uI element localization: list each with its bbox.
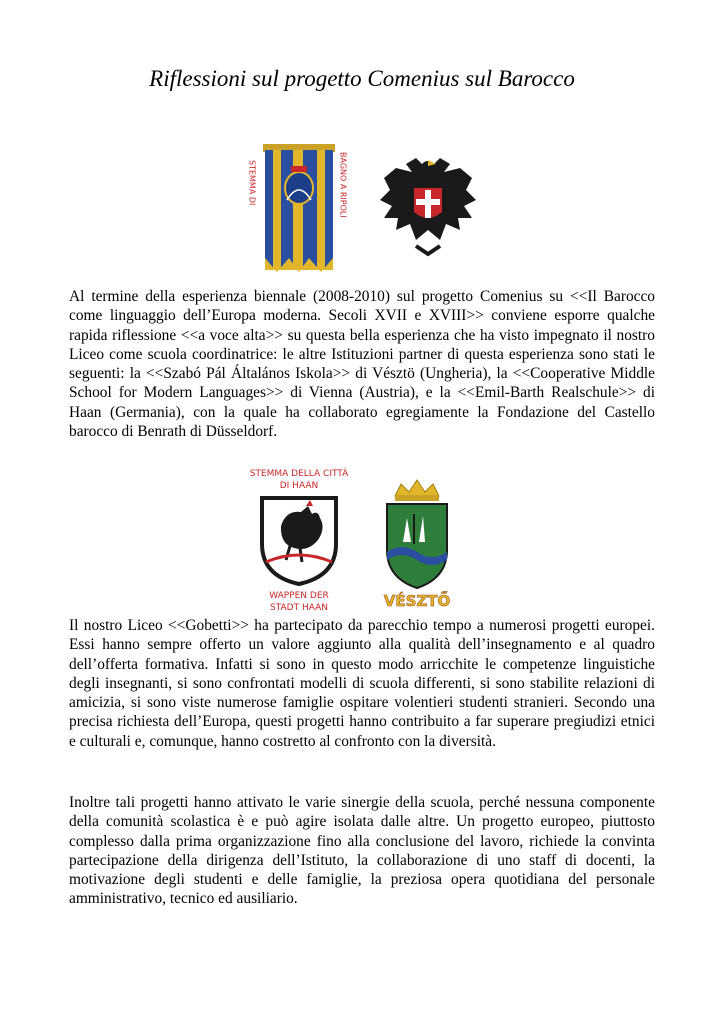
paragraph-1: Al termine della esperienza biennale (2008-2010) sul progetto Comenius su <<Il Barocco come linguaggio dell’Europa moderna. Secoli XVII e XVIII>> conviene esporre qualche rapida riflessione <<a voce alta>> su questa bella esperienza che ha visto impegnato il nostro Liceo come scuola coordinatrice: le altre Istituzioni partner di questa esperienza sono stati le seguenti: la <<Szabó Pál Általános Iskola>> di Vésztö (Ungheria), la <<Cooperative Middle School for Modern Languages>> di Vienna (Austria), e la <<Emil-Barth Realschule>> di Haan (Germania), con la quale ha collaborato egregiamente la Fondazione del Castello barocco di Benrath di Düsseldorf. [69,288,655,441]
banner-left-text: STEMMA DI [247,160,257,206]
haan-caption-bottom-1: WAPPEN DER [269,591,329,601]
veszto-label: VÉSZTŐ [383,592,451,610]
austrian-eagle-coat-of-arms [376,150,480,260]
haan-caption-top-2: DI HAAN [279,481,319,491]
bagno-a-ripoli-coat-of-arms [243,140,355,278]
paragraph-3: Inoltre tali progetti hanno attivato le varie sinergie della scuola, perché nessuna componente della comunità scolastica è e può agire isolata dalle altre. Un progetto europeo, piuttosto complesso dalla prima organizzazione fino alla conclusione del lavoro, richiede la convinta partecipazione della dirigenza dell’Istituto, la collaborazione di uno staff di docenti, la motivazione degli studenti e delle famiglie, la preziosa opera quotidiana del personale amministrativo, tecnico ed ausiliario. [69,794,655,908]
paragraph-2: Il nostro Liceo <<Gobetti>> ha partecipato da parecchio tempo a numerosi progetti europei. Essi hanno sempre offerto un valore aggiunto alla qualità dell’insegnamento e al quadro dell’offerta formativa. Infatti si sono in questo modo arricchite le competenze linguistiche degli insegnanti, si sono confrontati modelli di scuola differenti, si sono stabilite relazioni di amicizia, si sono viste numerose famiglie ospitare volentieri studenti stranieri. Secondo una precisa richiesta dell’Europa, questi progetti hanno contribuito a far superare pregiudizi etnici e culturali e, comunque, hanno costretto al confronto con la diversità. [69,617,655,750]
document-title: Riflessioni sul progetto Comenius sul Barocco [149,66,575,91]
veszto-coat-of-arms [367,478,467,612]
haan-caption-top-1: STEMMA DELLA CITTÀ [249,469,349,479]
banner-right-text: BAGNO A RIPOLI [338,152,348,218]
haan-coat-of-arms [246,466,352,612]
haan-caption-bottom-2: STADT HAAN [269,603,329,612]
